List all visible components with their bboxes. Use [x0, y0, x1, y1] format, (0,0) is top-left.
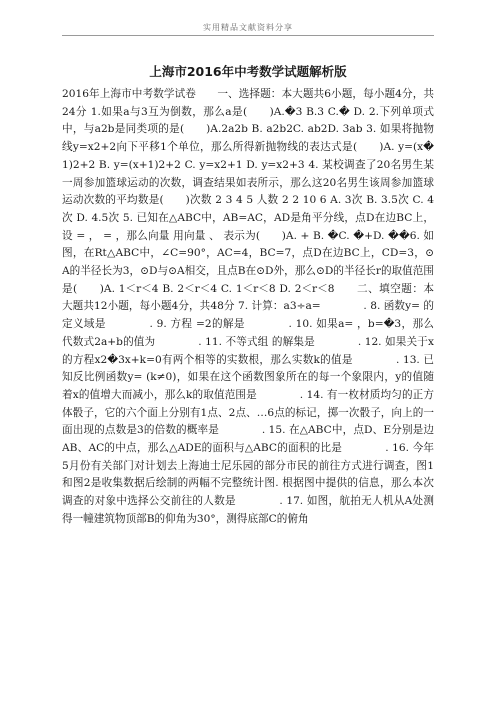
- header-divider: [62, 35, 434, 36]
- document-body: 2016年上海市中考数学试卷 一、选择题：本大题共6小题，每小题4分，共24分 1.如果a与3互为倒数，那么a是( )A.�3 B.3 C.� D. 2.下列单项式中，与a2b是同类项的是( )A.2a2b B. a2b2C. ab2D. 3ab 3. 如果将抛物线y=x2+2向下平移1个单位，那么所得新抛物线的表达式是( )A. y=(x�1)2+2 B. y=(x+1)2+2 C. y=x2+1 D. y=x2+3 4. 某校调查了20名男生某一周参加篮球运动的次数，调查结果如表所示，那么这20名男生该周参加篮球运动次数的平均数是( )次数 2 3 4 5 人数 2 2 10 6 A. 3次 B. 3.5次 C. 4次 D. 4.5次 5. 已知在△ABC中，AB=AC，AD是角平分线，点D在边BC上，设 = ， = ，那么向量 用向量 、 表示为( )A. + B. �C. �+D. ��6. 如图，在Rt△ABC中，∠C=90°，AC=4，BC=7，点D在边BC上，CD=3，⊙A的半径长为3，⊙D与⊙A相交，且点B在⊙D外，那么⊙D的半径长r的取值范围是( )A. 1＜r＜4 B. 2＜r＜4 C. 1＜r＜8 D. 2＜r＜8 二、填空题：本大题共12小题，每小题4分，共48分 7. 计算：a3÷a= . 8. 函数y= 的定义域是 . 9. 方程 =2的解是 . 10. 如果a= ，b=�3，那么代数式2a+b的值为 . 11. 不等式组 的解集是 . 12. 如果关于x的方程x2�3x+k=0有两个相等的实数根，那么实数k的值是 . 13. 已知反比例函数y= (k≠0)，如果在这个函数图象所在的每一个象限内，y的值随着x的值增大而减小，那么k的取值范围是 . 14. 有一枚材质均匀的正方体骰子，它的六个面上分别有1点、2点、…6点的标记，掷一次骰子，向上的一面出现的点数是3的倍数的概率是 . 15. 在△ABC中，点D、E分别是边AB、AC的中点，那么△ADE的面积与△ABC的面积的比是 . 16. 今年5月份有关部门对计划去上海迪士尼乐园的部分市民的前往方式进行调查，图1和图2是收集数据后绘制的两幅不完整统计图. 根据图中提供的信息，那么本次调查的对象中选择公交前往的人数是 . 17. 如图，航拍无人机从A处测得一幢建筑物顶部B的仰角为30°，测得底部C的俯角: [62, 88, 434, 525]
- header-text: 实用精品文献资料分享: [203, 23, 293, 32]
- document-title: 上海市2016年中考数学试题解析版: [149, 64, 347, 79]
- page-header: [0, 0, 496, 34]
